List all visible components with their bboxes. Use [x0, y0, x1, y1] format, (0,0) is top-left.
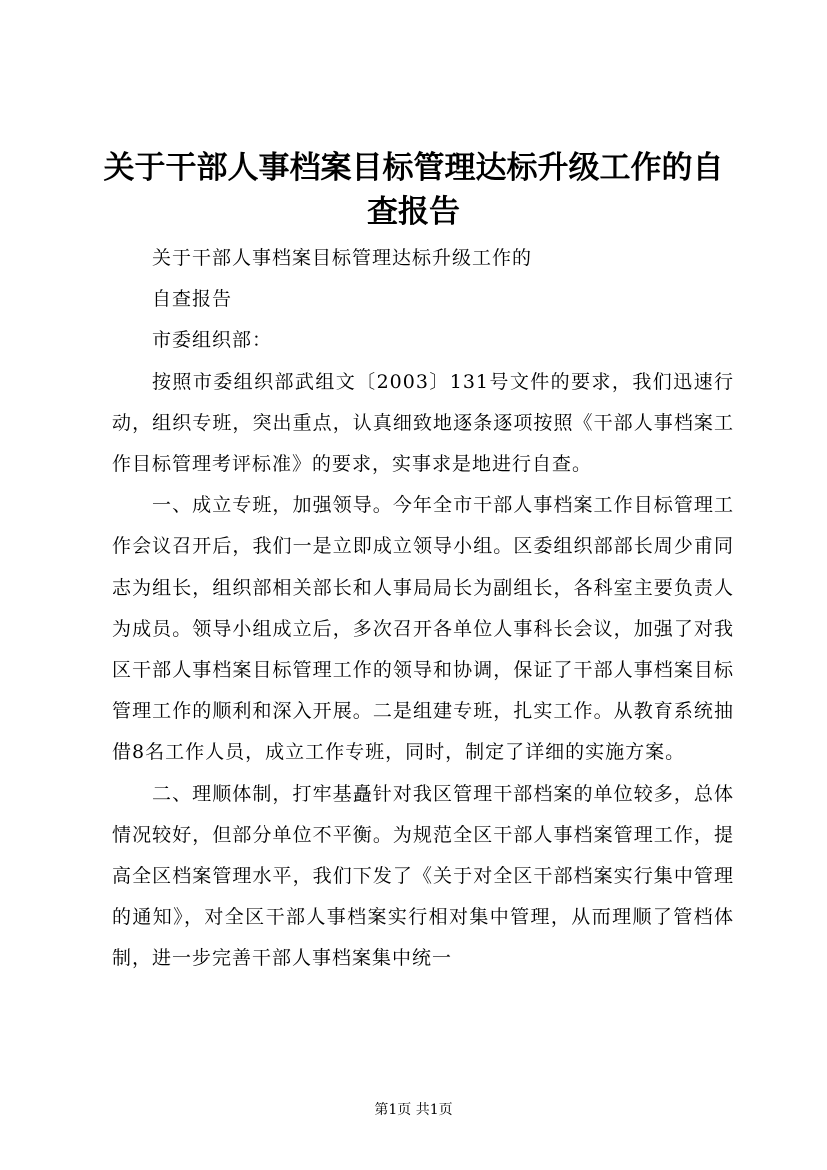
paragraph-intro: 按照市委组织部武组文〔2003〕131号文件的要求，我们迅速行动，组织专班，突出重点，认真细致地逐条逐项按照《干部人事档案工作目标管理考评标准》的要求，实事求是地进行自查。	[112, 370, 734, 476]
subtitle-line-2: 自查报告	[152, 288, 233, 311]
document-body	[112, 238, 734, 980]
document-title: 关于干部人事档案目标管理达标升级工作的自查报告	[103, 150, 724, 230]
recipient-line: 市委组织部：	[152, 329, 273, 352]
subtitle-line-1: 关于干部人事档案目标管理达标升级工作的	[152, 247, 533, 269]
page-footer: 第1页 共1页	[374, 1102, 453, 1118]
paragraph-section-two: 二、理顺体制，打牢基矗针对我区管理干部档案的单位较多，总体情况较好，但部分单位不平衡。为规范全区干部人事档案管理工作，提高全区档案管理水平，我们下发了《关于对全区干部档案实行集中管理的通知》，对全区干部人事档案实行相对集中管理，从而理顺了管档体制，进一步完善干部人事档案集中统一	[112, 782, 734, 970]
paragraph-section-one: 一、成立专班，加强领导。今年全市干部人事档案工作目标管理工作会议召开后，我们一是立即成立领导小组。区委组织部部长周少甫同志为组长，组织部相关部长和人事局局长为副组长，各科室主要负责人为成员。领导小组成立后，多次召开各单位人事科长会议，加强了对我区干部人事档案目标管理工作的领导和协调，保证了干部人事档案目标管理工作的顺利和深入开展。二是组建专班，扎实工作。从教育系统抽借8名工作人员，成立工作专班，同时，制定了详细的实施方案。	[112, 494, 734, 764]
